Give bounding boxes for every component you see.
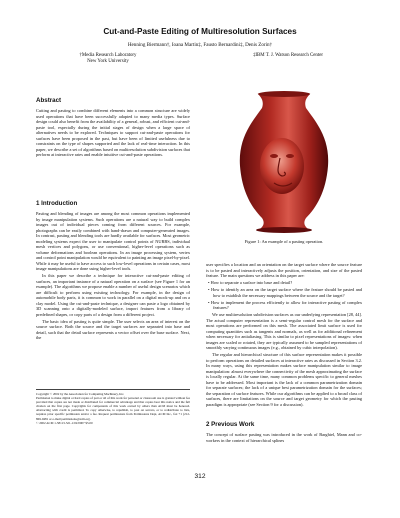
face-eye-right	[286, 154, 294, 158]
paragraph: Pasting and blending of images are among the most common operations implemented by image manipulation systems. Such operations are a natural way to build complex images out of individual pieces coming from different sources. For example, photographs can be easily combined with hand-drawn and computer-generated images. In contrast, pasting and blending tools are hardly available for surfaces. Most geometric modeling systems expect the user to manipulate control points of NURBS, individual mesh vertices and polygons, or use conventional, higher-level operations such as volume deformations and boolean operations. In an image processing system, vertex and control point manipulation would be equivalent to painting an image pixel-by-pixel. While it may be useful to have access to such low-level operations in certain cases, most image manipulations are done using higher-level tools.	[36, 211, 190, 271]
affiliation-line: New York University	[87, 59, 129, 65]
previous-work-text	[206, 432, 362, 446]
author-list: Henning Biermann†, Ioana Martin‡, Fausto Bernardini‡, Denis Zorin†	[127, 42, 273, 48]
abstract-text: Cutting and pasting to combine different elements into a common structure are widely used operations that have been successfully adapted to many media types. Surface design could also benefit from the availability of a general, robust, and efficient cut-and-paste tool, especially during the initial stages of design when a large space of alternatives needs to be explored. Techniques to support cut-and-paste operations for surfaces have been proposed in the past, but have been of limited usefulness due to constraints on the type of shapes supported and the lack of real-time interaction. In this paper, we describe a set of algorithms based on multiresolution subdivision surfaces that perform at interactive rates and enable intuitive cut-and-paste operations.	[36, 108, 190, 158]
affiliation-nyu	[48, 53, 168, 65]
affiliation-ibm	[228, 53, 348, 59]
paragraph: The regular and hierarchical structure of this surface representation makes it possible to perform operations on detailed surfaces at interactive rates as discussed in Section 3.2. In many ways, using this representation makes surface manipulation similar to image manipulation: almost everywhere the connectivity of the mesh approximating the surface is locally regular. At the same time, many common problems specific to general meshes have to be addressed. Most important is the lack of a common parametrization domain for separate surfaces; the lack of a unique best parametrization domain for the surfaces; the separation of surface features. While our algorithms can be applied to a broad class of surfaces, there are limitations on the source and target geometry for which the pasting paradigm is appropriate (see Section 9 for a discussion).	[206, 352, 362, 407]
affiliation-line: †Media Research Laboratory	[79, 53, 137, 58]
bullet-item: • How to identify an area on the target surface where the feature should be pasted and how to establish the necessary mappings between the source and the target?	[208, 287, 362, 298]
paragraph: The basic idea of pasting is quite simple. The user selects an area of interest on the source surface. Both the source and the target surfaces are separated into base and detail, such that the detail surface represents a vector offset over the base surface. Next, the	[36, 318, 190, 340]
abstract-heading: Abstract	[36, 97, 62, 104]
vase-rim	[258, 91, 310, 97]
face-eye-left	[270, 154, 278, 158]
page-number: 312	[194, 473, 206, 480]
bullet-item: • How to separate a surface into base and detail?	[208, 280, 293, 285]
figure-pasting-example	[206, 88, 362, 236]
introduction-left-column	[36, 211, 190, 389]
paragraph: In this paper we describe a technique for interactive cut-and-paste editing of surfaces, an important instance of a natural operation on a surface (see Figure 1 for an example). The algorithms we propose enable a number of useful design scenarios which are difficult to perform using existing technology. For example, in the design of automobile body parts, it is common to work in parallel on a digital mock-up and on a clay model. Using the cut-and-paste technique, a designer can paste a logo obtained by 3D scanning onto a digitally-modeled surface, import features from a library of predefined shapes, or copy parts of a design from a different project.	[36, 273, 190, 317]
paragraph: user specifies a location and an orientation on the target surface where the source feature is to be pasted and interactively adjusts the position, orientation, and size of the pasted feature. The main questions we address in this paper are:	[206, 262, 362, 278]
copyright-line: Copyright © 2002 by the Association for Computing Machinery, Inc.	[36, 392, 125, 396]
introduction-right-column	[206, 262, 362, 418]
paragraph: We use multiresolution subdivision surfaces as our underlying representation [28, 44]. The actual computer representation is a semi-regular control mesh for the surface and most operations are performed on this mesh. The associated limit surface is used for computing quantities such as tangents and normals, as well as for additional refinement when necessary for antialiasing. This is similar to pixel representations of images: when images are scaled or rotated, they are typically assumed to be sampled representations of smoothly varying continuous images (e.g., obtained by cubic interpolation).	[206, 312, 362, 350]
copyright-body: Permission to make digital or hard copies of part or all of this work for personal or classroom use is granted without fee provided that copies are not made or distributed for commercial advantage and that copies bear this notice and the full citation on the first page. Copyrights for components of this work owned by others than ACM must be honored. Abstracting with credit is permitted. To copy otherwise, to republish, to post on servers, or to redistribute to lists, requires prior specific permission and/or a fee. Request permissions from Permissions Dept, ACM Inc., fax +1 (212-869-0481 or e-mail permissions@acm.org.	[36, 396, 190, 421]
affiliation-line: ‡IBM T. J. Watson Research Center	[252, 53, 324, 58]
copyright-notice	[36, 389, 190, 425]
paragraph: The concept of surface pasting was introduced in the work of Barghiel, Mann and co-workers in the context of hierarchical splines	[206, 432, 362, 443]
paper-title: Cut-and-Paste Editing of Multiresolution Surfaces	[103, 27, 297, 36]
figure-caption: Figure 1: An example of a pasting operation.	[244, 239, 324, 244]
section-heading-introduction: 1 Introduction	[36, 200, 78, 207]
section-heading-previous-work: 2 Previous Work	[206, 421, 255, 428]
copyright-isbn: © 2002 ACM 1-58113-521-1/02/0007 $5.00	[36, 420, 93, 425]
bullet-item: • How to implement the process efficiently to allow for interactive pasting of complex features?	[208, 299, 362, 310]
vase-base	[256, 227, 312, 233]
